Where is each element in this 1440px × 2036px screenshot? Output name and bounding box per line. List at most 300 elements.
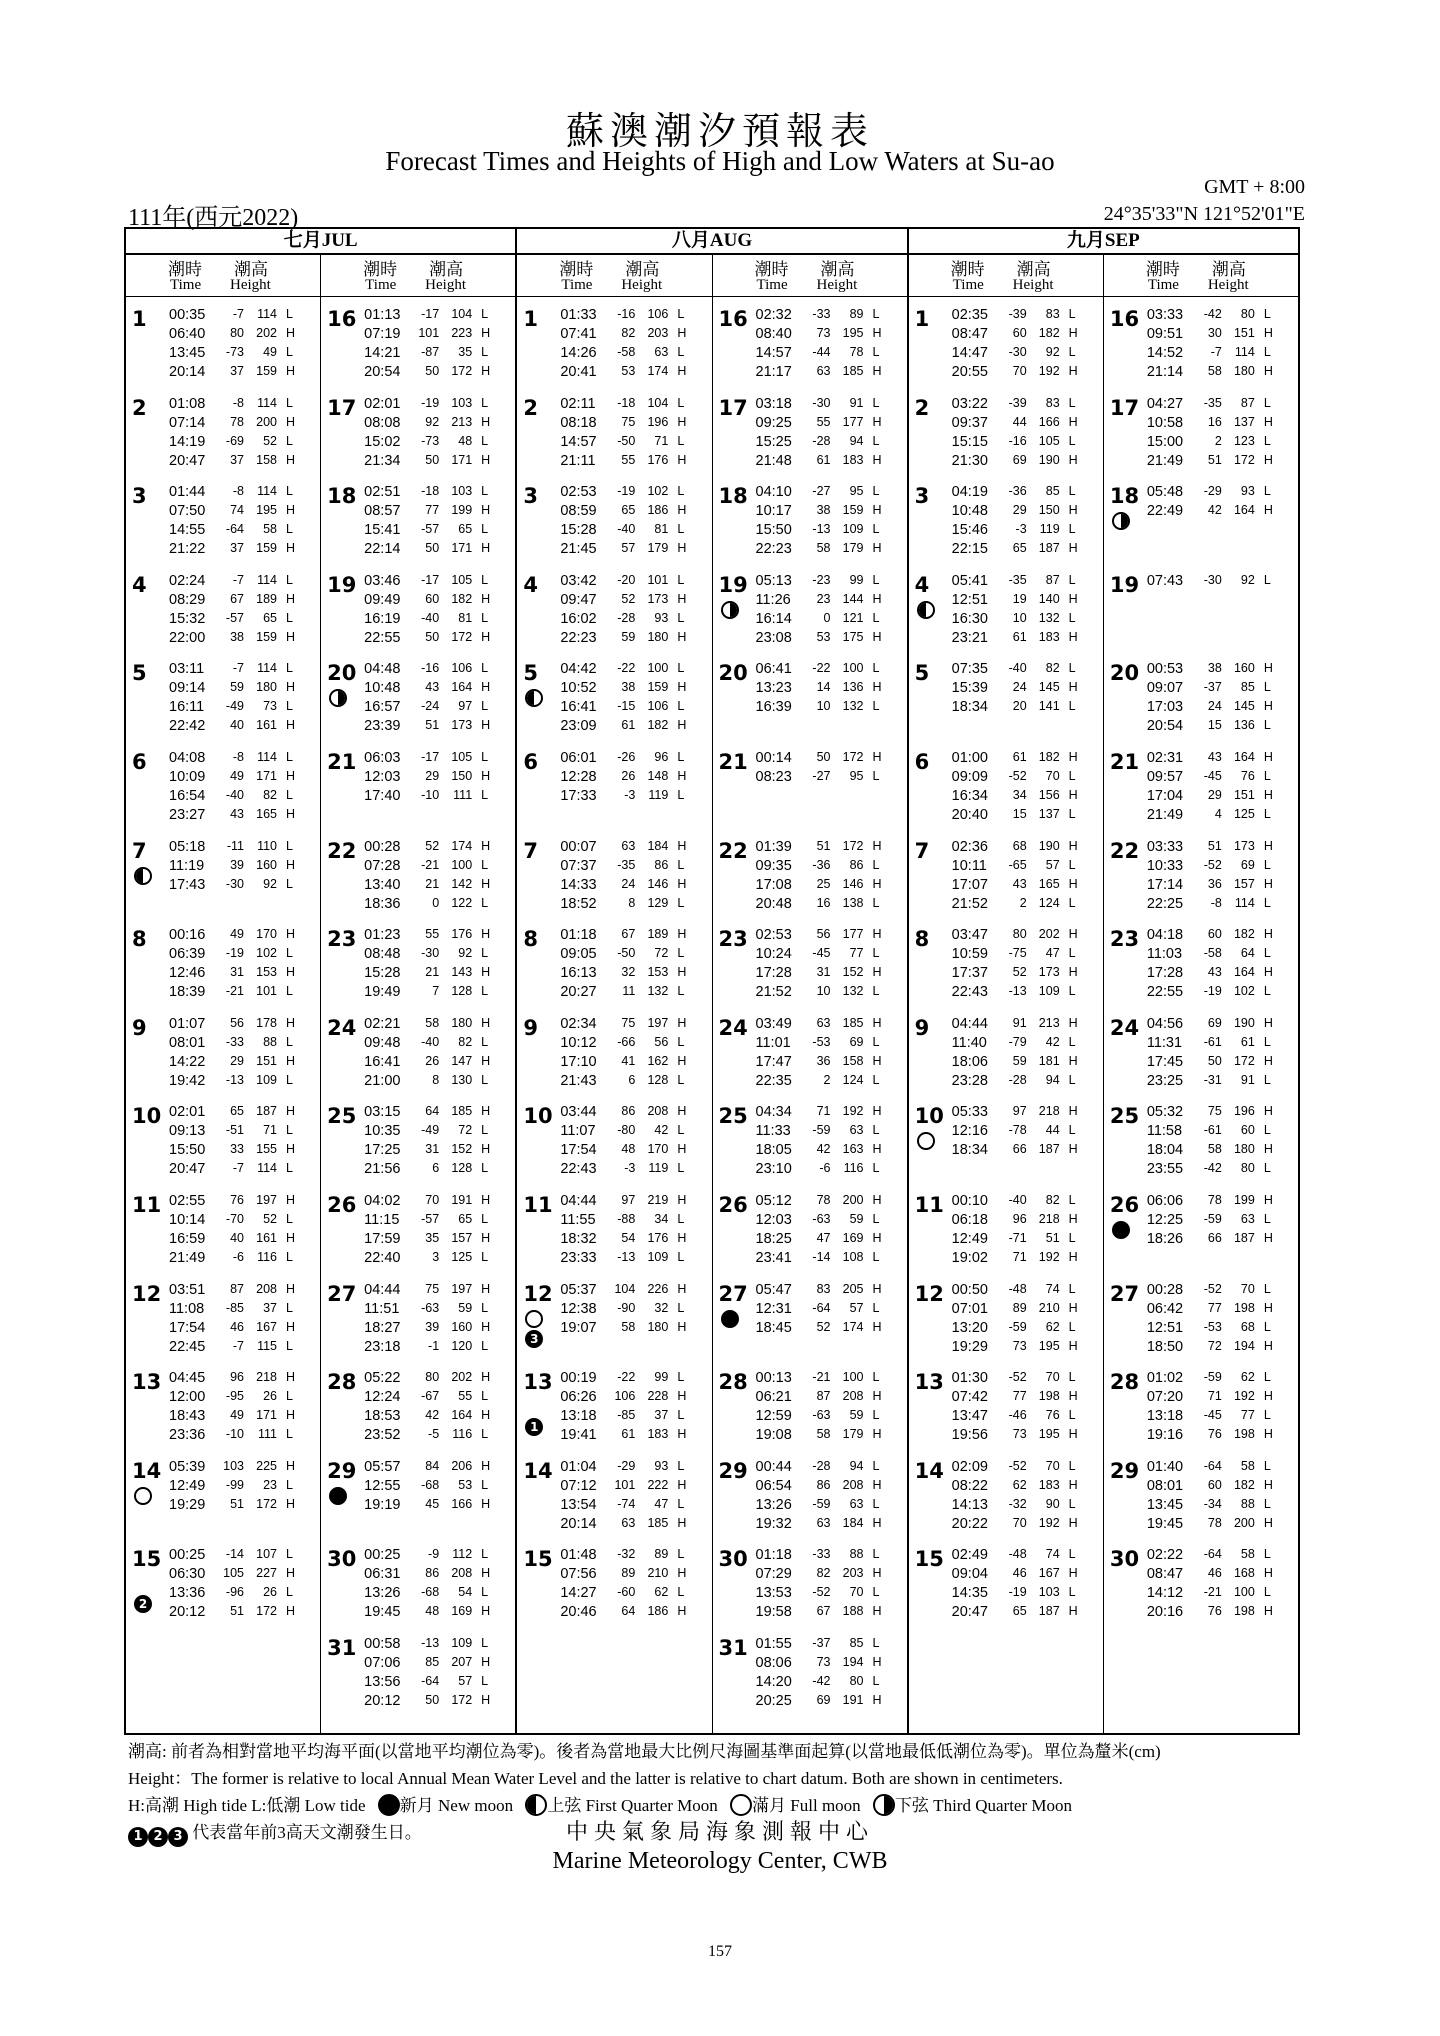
tide-row xyxy=(321,573,515,592)
tide-time: 02:01 xyxy=(169,1104,206,1121)
day-number: 20 xyxy=(1109,661,1140,686)
tide-time: 11:03 xyxy=(1146,946,1183,963)
tide-row xyxy=(713,877,907,896)
tide-type: L xyxy=(677,1123,685,1138)
tide-type: H xyxy=(481,1458,491,1473)
tide-height-datum: 161 xyxy=(256,1230,277,1245)
tide-time: 22:14 xyxy=(364,541,401,558)
tide-type: L xyxy=(1068,946,1076,961)
tide-type: L xyxy=(481,395,489,410)
tide-height-datum: 62 xyxy=(1240,1370,1255,1385)
tide-time: 15:00 xyxy=(1146,433,1184,450)
tide-height-datum: 137 xyxy=(1233,414,1255,429)
tide-type: L xyxy=(1068,895,1076,910)
tide-height-datum: 160 xyxy=(1233,661,1255,676)
tide-time: 17:43 xyxy=(169,876,206,893)
day-number: 27 xyxy=(1109,1281,1140,1306)
tide-height-mean: 82 xyxy=(816,1566,831,1581)
tide-type: L xyxy=(872,768,880,783)
tide-row xyxy=(517,345,711,364)
tide-type: L xyxy=(872,857,880,872)
tide-type: H xyxy=(872,1692,882,1707)
tide-row xyxy=(909,661,1103,680)
tide-height-datum: 187 xyxy=(1233,1230,1255,1245)
tide-height-datum: 23 xyxy=(263,1477,277,1492)
tide-row xyxy=(1104,965,1298,984)
tide-height-mean: 23 xyxy=(816,591,831,606)
tide-time: 17:08 xyxy=(755,876,792,893)
tide-type: H xyxy=(677,1281,687,1296)
tide-height-datum: 158 xyxy=(842,1053,864,1068)
tide-height-datum: 124 xyxy=(1038,895,1060,910)
tide-row xyxy=(517,1320,711,1339)
tide-height-mean: 71 xyxy=(816,1104,831,1119)
tide-time: 04:44 xyxy=(951,1015,988,1032)
tide-time: 19:07 xyxy=(560,1319,597,1336)
tide-time: 16:02 xyxy=(560,610,597,627)
tide-type: H xyxy=(677,768,687,783)
tide-height-mean: 39 xyxy=(230,857,244,872)
tide-time: 20:47 xyxy=(169,1161,206,1178)
tide-time: 01:07 xyxy=(169,1015,206,1032)
tide-row xyxy=(321,1566,515,1585)
tide-type: L xyxy=(286,1123,293,1138)
tide-row xyxy=(517,927,711,946)
tide-height-datum: 57 xyxy=(1045,857,1060,872)
tide-time: 09:25 xyxy=(755,414,792,431)
tide-row xyxy=(1104,1123,1298,1142)
tide-time: 01:39 xyxy=(755,838,792,855)
tide-height-datum: 164 xyxy=(451,1408,473,1423)
tide-height-datum: 89 xyxy=(654,1547,669,1562)
tide-row xyxy=(909,1073,1103,1092)
tide-type: H xyxy=(1068,1515,1078,1530)
tide-height-mean: -58 xyxy=(1203,946,1222,961)
tide-height-mean: -21 xyxy=(225,984,244,999)
tide-type: L xyxy=(1263,718,1271,733)
tide-row xyxy=(909,1282,1103,1301)
day-entry xyxy=(126,474,320,563)
tide-time: 13:18 xyxy=(560,1408,597,1425)
month-column xyxy=(907,229,1298,1733)
day-number: 25 xyxy=(718,1104,748,1129)
tide-type: H xyxy=(1263,364,1273,378)
tide-row xyxy=(126,1497,320,1516)
tide-type: L xyxy=(481,610,489,625)
tide-type: L xyxy=(677,1547,685,1562)
tide-height-datum: 218 xyxy=(256,1370,277,1385)
tide-type: H xyxy=(872,749,882,764)
tide-row xyxy=(321,1035,515,1054)
day-entry xyxy=(321,1537,515,1626)
tide-type: L xyxy=(481,1300,489,1315)
tide-time: 20:16 xyxy=(1146,1604,1184,1621)
tide-height-mean: -85 xyxy=(225,1300,244,1315)
tide-height-datum: 100 xyxy=(842,1370,864,1385)
tide-time: 22:49 xyxy=(1146,503,1184,520)
tide-height-datum: 159 xyxy=(256,364,277,378)
tide-time: 07:12 xyxy=(560,1477,597,1494)
tide-time: 12:59 xyxy=(755,1408,792,1425)
tide-height-mean: -42 xyxy=(812,1673,831,1688)
tide-height-datum: 137 xyxy=(1038,806,1060,821)
tide-type: L xyxy=(481,984,489,999)
tide-type: H xyxy=(1068,1015,1078,1030)
tide-time: 14:33 xyxy=(560,876,597,893)
day-entry xyxy=(1104,917,1298,1006)
tide-type: H xyxy=(872,965,882,980)
tide-row xyxy=(909,1585,1103,1604)
tide-height-mean: -34 xyxy=(1203,1496,1222,1511)
rank-3-mark-icon: 3 xyxy=(168,1827,188,1847)
tide-height-datum: 111 xyxy=(453,787,473,802)
tide-row xyxy=(713,1478,907,1497)
tide-height-datum: 146 xyxy=(842,876,864,891)
tide-row xyxy=(713,611,907,630)
tide-height-mean: 48 xyxy=(425,1604,440,1619)
tide-height-datum: 47 xyxy=(1045,946,1060,961)
tide-time: 07:19 xyxy=(364,326,401,342)
tide-row xyxy=(909,611,1103,630)
tide-height-datum: 94 xyxy=(849,433,864,448)
legend-third-quarter: 下弦 Third Quarter Moon xyxy=(894,1796,1072,1815)
tide-type: L xyxy=(872,1635,880,1650)
tide-time: 23:41 xyxy=(755,1249,792,1266)
tide-height-datum: 63 xyxy=(849,1123,864,1138)
tide-row xyxy=(126,364,320,383)
tide-type: L xyxy=(872,1123,880,1138)
tide-time: 00:25 xyxy=(169,1547,206,1564)
tide-height-mean: 53 xyxy=(621,364,636,378)
tide-row xyxy=(321,503,515,522)
day-number: 23 xyxy=(1109,927,1140,952)
tide-type: L xyxy=(1263,1211,1271,1226)
day-number: 17 xyxy=(327,395,357,420)
tide-row xyxy=(517,946,711,965)
tide-height-datum: 136 xyxy=(842,680,864,695)
tide-time: 10:17 xyxy=(755,503,792,520)
tide-height-datum: 93 xyxy=(1240,484,1255,499)
tide-type: H xyxy=(286,1458,296,1473)
tide-type: L xyxy=(286,1300,293,1315)
tide-type: H xyxy=(1263,965,1273,980)
tide-time: 08:40 xyxy=(755,326,792,342)
tide-height-datum: 145 xyxy=(1233,699,1255,714)
tide-height-datum: 107 xyxy=(256,1547,277,1562)
tide-height-mean: -6 xyxy=(232,1249,244,1264)
tide-type: L xyxy=(286,946,293,961)
tide-time: 11:31 xyxy=(1146,1034,1183,1051)
tide-type: L xyxy=(872,572,880,587)
tide-time: 01:44 xyxy=(169,484,206,501)
day-number: 13 xyxy=(523,1370,553,1395)
tide-height-datum: 160 xyxy=(256,857,277,872)
tide-type: H xyxy=(481,965,491,980)
tide-time: 12:55 xyxy=(364,1477,401,1494)
day-entry xyxy=(1104,474,1298,563)
tide-height-datum: 78 xyxy=(849,345,864,359)
tide-height-mean: -60 xyxy=(617,1585,636,1600)
tide-time: 04:19 xyxy=(951,484,988,501)
tide-height-mean: -71 xyxy=(1008,1230,1027,1245)
tide-height-mean: -52 xyxy=(1008,1458,1027,1473)
tide-type: L xyxy=(1263,1281,1271,1296)
tide-row xyxy=(909,877,1103,896)
tide-time: 07:29 xyxy=(755,1566,792,1583)
tide-time: 05:41 xyxy=(951,572,988,589)
tide-row xyxy=(1104,1161,1298,1180)
month-header: 七月JUL xyxy=(126,229,515,255)
tide-height-mean: -68 xyxy=(421,1477,440,1492)
tide-row xyxy=(1104,946,1298,965)
tide-type: H xyxy=(1068,414,1078,429)
tide-height-datum: 174 xyxy=(842,1319,864,1334)
tide-type: H xyxy=(872,414,882,429)
tide-time: 02:34 xyxy=(560,1015,597,1032)
tide-type: L xyxy=(286,395,293,410)
tide-type: L xyxy=(1263,806,1271,821)
tide-height-datum: 95 xyxy=(849,484,864,499)
day-number: 6 xyxy=(132,749,147,774)
day-number: 13 xyxy=(132,1370,162,1395)
tide-height-mean: 29 xyxy=(230,1053,244,1068)
tide-type: H xyxy=(481,629,491,644)
tide-row xyxy=(126,592,320,611)
tide-row xyxy=(126,484,320,503)
day-entry xyxy=(126,297,320,386)
tide-type: H xyxy=(286,1053,296,1068)
tide-type: L xyxy=(1068,1585,1076,1600)
tide-row xyxy=(1104,877,1298,896)
tide-time: 09:09 xyxy=(951,768,988,785)
tide-height-mean: 8 xyxy=(628,895,636,910)
tide-height-datum: 125 xyxy=(1233,806,1255,821)
day-entry xyxy=(713,1183,907,1272)
tide-time: 10:48 xyxy=(364,680,401,697)
tide-row xyxy=(321,1674,515,1693)
tide-type: H xyxy=(872,1281,882,1296)
tide-type: H xyxy=(872,1477,882,1492)
tide-height-datum: 129 xyxy=(647,895,669,910)
tide-row xyxy=(1104,788,1298,807)
tide-height-datum: 86 xyxy=(654,857,669,872)
tide-height-datum: 194 xyxy=(1233,1338,1255,1353)
tide-row xyxy=(517,415,711,434)
day-number: 6 xyxy=(914,749,930,774)
tide-height-mean: -64 xyxy=(1203,1458,1222,1473)
tide-type: H xyxy=(481,1370,491,1385)
tide-height-mean: 75 xyxy=(425,1281,440,1296)
tide-type: H xyxy=(481,414,491,429)
tide-time: 22:35 xyxy=(755,1072,792,1089)
tide-type: H xyxy=(286,1192,296,1207)
tide-row xyxy=(517,1478,711,1497)
tide-time: 00:28 xyxy=(364,838,401,855)
tide-type: H xyxy=(677,1053,687,1068)
tide-type: H xyxy=(1068,680,1078,695)
tide-type: L xyxy=(481,1072,489,1087)
tide-height-mean: 63 xyxy=(816,364,831,378)
tide-row xyxy=(126,965,320,984)
tide-type: L xyxy=(286,1072,293,1087)
tide-height-datum: 142 xyxy=(451,876,473,891)
tide-height-datum: 180 xyxy=(256,680,277,695)
tide-height-datum: 219 xyxy=(647,1192,669,1207)
tide-height-mean: -64 xyxy=(225,522,244,537)
tide-height-datum: 111 xyxy=(257,1427,277,1442)
tide-type: L xyxy=(677,522,685,537)
tide-height-datum: 58 xyxy=(263,522,277,537)
tide-time: 16:30 xyxy=(951,610,988,627)
tide-type: H xyxy=(286,629,296,644)
tide-type: H xyxy=(1263,1300,1273,1315)
tide-type: L xyxy=(481,1034,489,1049)
tide-row xyxy=(517,1054,711,1073)
tide-type: H xyxy=(872,1142,882,1157)
tide-height-mean: -8 xyxy=(232,395,244,410)
tide-height-mean: 96 xyxy=(230,1370,244,1385)
day-entry xyxy=(713,829,907,918)
tide-row xyxy=(126,1035,320,1054)
tide-time: 06:41 xyxy=(755,661,792,678)
tide-height-mean: -64 xyxy=(812,1300,831,1315)
tide-row xyxy=(517,1604,711,1623)
tide-time: 04:44 xyxy=(560,1192,597,1209)
tide-type: H xyxy=(677,414,687,429)
tide-type: H xyxy=(872,503,882,518)
tide-row xyxy=(713,1016,907,1035)
day-entry xyxy=(909,1094,1103,1183)
tide-type: H xyxy=(1068,1566,1078,1581)
tide-height-mean: -8 xyxy=(1210,895,1222,910)
tide-height-datum: 190 xyxy=(1038,838,1060,853)
tide-height-datum: 183 xyxy=(1038,629,1060,644)
tide-time: 00:58 xyxy=(364,1635,401,1652)
tide-time: 10:52 xyxy=(560,680,597,697)
tide-row xyxy=(321,1142,515,1161)
tide-type: L xyxy=(1263,857,1271,872)
tide-height-mean: 70 xyxy=(425,1192,440,1207)
tide-time: 02:35 xyxy=(951,307,988,323)
tide-type: H xyxy=(677,503,687,518)
tide-type: H xyxy=(1068,452,1078,467)
tide-height-mean: -30 xyxy=(1008,345,1027,359)
day-entry xyxy=(1104,1537,1298,1626)
tide-row xyxy=(1104,858,1298,877)
tide-height-datum: 185 xyxy=(451,1104,473,1119)
day-number: 9 xyxy=(132,1015,147,1040)
tide-height-datum: 189 xyxy=(647,927,669,942)
tide-row xyxy=(909,1320,1103,1339)
tide-time: 00:10 xyxy=(951,1192,988,1209)
tide-height-mean: 16 xyxy=(816,895,831,910)
tide-type: H xyxy=(1068,749,1078,764)
tide-row xyxy=(321,326,515,345)
tide-height-datum: 72 xyxy=(654,946,669,961)
tide-row xyxy=(126,503,320,522)
tide-height-mean: 67 xyxy=(816,1604,831,1619)
tide-time: 00:07 xyxy=(560,838,597,855)
tide-height-mean: -80 xyxy=(617,1123,636,1138)
tide-row xyxy=(517,592,711,611)
month-header: 八月AUG xyxy=(517,229,906,255)
tide-time: 18:04 xyxy=(1146,1142,1184,1159)
tide-type: L xyxy=(481,307,489,321)
tide-time: 20:12 xyxy=(364,1692,401,1709)
tide-row xyxy=(321,1693,515,1712)
tide-height-mean: -40 xyxy=(421,1034,440,1049)
tide-height-datum: 199 xyxy=(1233,1192,1255,1207)
tide-row xyxy=(713,1231,907,1250)
tide-time: 21:00 xyxy=(364,1072,401,1089)
tide-height-datum: 92 xyxy=(1240,572,1255,587)
tide-height-datum: 208 xyxy=(842,1389,864,1404)
tide-height-mean: -3 xyxy=(1015,522,1027,537)
tide-time: 15:41 xyxy=(364,522,401,539)
tide-row xyxy=(517,1389,711,1408)
tide-time: 00:25 xyxy=(364,1547,401,1564)
tide-type: H xyxy=(481,452,491,467)
tide-type: L xyxy=(872,984,880,999)
tide-row xyxy=(713,503,907,522)
tide-height-datum: 182 xyxy=(451,591,473,606)
day-number: 22 xyxy=(1109,838,1140,863)
tide-height-mean: -29 xyxy=(617,1458,636,1473)
tide-time: 20:54 xyxy=(364,364,401,380)
tide-height-mean: 52 xyxy=(621,591,636,606)
tide-height-datum: 64 xyxy=(1240,946,1255,961)
tide-height-datum: 196 xyxy=(1233,1104,1255,1119)
day-number: 5 xyxy=(132,661,147,686)
tide-type: H xyxy=(872,1230,882,1245)
tide-row xyxy=(126,415,320,434)
tide-time: 03:47 xyxy=(951,927,988,944)
tide-height-mean: -31 xyxy=(1203,1072,1222,1087)
tide-height-mean: 78 xyxy=(1207,1192,1222,1207)
tide-row xyxy=(321,364,515,383)
tide-time: 12:28 xyxy=(560,768,597,785)
tide-type: H xyxy=(481,364,491,378)
tide-height-mean: 0 xyxy=(432,895,440,910)
tide-height-datum: 140 xyxy=(1038,591,1060,606)
tide-height-datum: 176 xyxy=(647,1230,669,1245)
tide-time: 01:33 xyxy=(560,307,597,323)
tide-height-mean: 62 xyxy=(1012,1477,1027,1492)
tide-time: 17:14 xyxy=(1146,876,1184,893)
tide-time: 21:22 xyxy=(169,541,206,558)
tide-type: H xyxy=(1068,927,1078,942)
tide-type: L xyxy=(1068,984,1076,999)
tide-time: 11:15 xyxy=(364,1211,400,1228)
tide-time: 13:26 xyxy=(755,1496,792,1513)
tide-height-mean: -7 xyxy=(232,572,244,587)
tide-height-mean: -85 xyxy=(617,1408,636,1423)
tide-row xyxy=(321,750,515,769)
tide-type: L xyxy=(872,661,880,676)
tide-type: H xyxy=(286,1496,296,1511)
tide-time: 07:01 xyxy=(951,1300,988,1317)
tide-height-datum: 92 xyxy=(458,946,473,961)
tide-height-datum: 192 xyxy=(1038,1515,1060,1530)
tide-row xyxy=(1104,1320,1298,1339)
day-entry xyxy=(517,740,711,829)
tide-height-datum: 182 xyxy=(1038,749,1060,764)
tide-height-mean: -28 xyxy=(1008,1072,1027,1087)
tide-row xyxy=(909,1301,1103,1320)
tide-time: 03:42 xyxy=(560,572,597,589)
tide-row xyxy=(909,1497,1103,1516)
tide-height-mean: 36 xyxy=(1207,876,1222,891)
